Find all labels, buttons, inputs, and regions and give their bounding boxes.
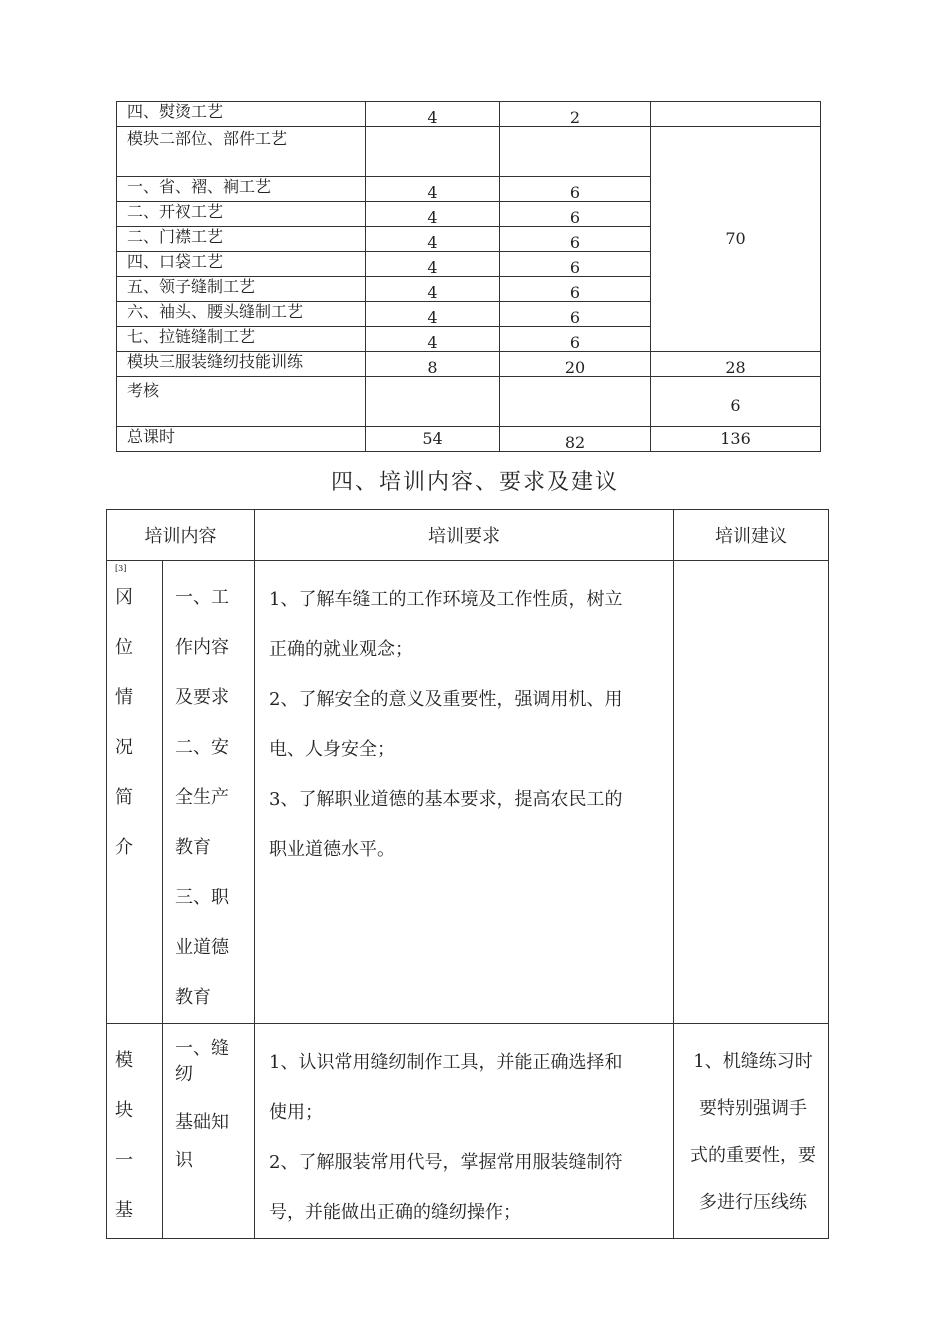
suggestion-line: 要特别强调手: [699, 1098, 807, 1119]
table-row: [117, 102, 821, 127]
table-row: [117, 352, 821, 377]
requirement-line: 正确的就业观念；: [269, 639, 413, 660]
row-name: 四、口袋工艺: [117, 252, 366, 277]
theory-hours: [366, 377, 500, 427]
theory-hours: 4: [427, 333, 438, 352]
practice-hours: 6: [569, 233, 581, 252]
row-name: 模块三服装缝纫技能训练: [117, 352, 366, 377]
subtopic-line: 及要求: [175, 687, 229, 708]
header-row: [107, 510, 829, 561]
subtopic-line: 一、工: [175, 587, 229, 608]
category-char: 模: [115, 1050, 133, 1071]
requirement-line: 电、人身安全；: [269, 739, 395, 760]
requirement-line: 2、了解服装常用代号，掌握常用服装缝制符: [269, 1152, 623, 1173]
requirement-line: 职业道德水平。: [269, 839, 395, 860]
subtopic-cell: [163, 1024, 255, 1239]
row-name: 模块二部位、部件工艺: [117, 127, 366, 177]
category-char: 块: [115, 1100, 133, 1121]
theory-hours: 4: [427, 283, 438, 302]
footnote-mark: [3]: [115, 564, 127, 573]
requirement-cell: [255, 561, 674, 1024]
category-char: 简: [115, 787, 133, 808]
table-row: [117, 127, 821, 177]
theory-hours: 54: [422, 429, 443, 448]
subtopic-line: 三、职: [175, 887, 229, 908]
theory-hours: 4: [427, 183, 438, 202]
requirement-cell: [255, 1024, 674, 1239]
practice-hours: [500, 127, 651, 177]
total-hours: 28: [725, 358, 746, 377]
subtopic-line: 纫: [175, 1064, 193, 1085]
table-row: [117, 377, 821, 427]
subtopic-line: 业道德: [175, 937, 229, 958]
requirement-line: 3、了解职业道德的基本要求，提高农民工的: [269, 789, 623, 810]
module2-total-hours: 70: [651, 127, 821, 352]
row-name: 考核: [117, 377, 366, 427]
row-name: 四、熨烫工艺: [117, 102, 366, 127]
row-name: 五、领子缝制工艺: [117, 277, 366, 302]
practice-hours: 6: [569, 208, 581, 227]
theory-hours: 4: [427, 233, 438, 252]
theory-hours: 4: [427, 308, 438, 327]
header-content: 培训内容: [107, 510, 255, 561]
category-char: 况: [115, 737, 133, 758]
category-char: 冈: [115, 587, 133, 608]
subtopic-line: 全生产: [175, 787, 229, 808]
table-row: [117, 427, 821, 452]
subtopic-line: 二、安: [175, 737, 229, 758]
section-title: 四、培训内容、要求及建议: [330, 470, 619, 495]
suggestion-line: 式的重要性，要: [690, 1145, 816, 1166]
requirement-line: 2、了解安全的意义及重要性，强调用机、用: [269, 689, 623, 710]
practice-hours: [500, 377, 651, 427]
total-hours: 136: [720, 429, 751, 448]
table-row: [107, 561, 829, 1024]
total-hours: 6: [730, 396, 741, 415]
subtopic-line: 基础知: [175, 1112, 229, 1133]
theory-hours: 8: [427, 358, 438, 377]
theory-hours: 4: [427, 208, 438, 227]
suggestion-cell: [674, 1024, 829, 1239]
category-char: 基: [115, 1200, 133, 1221]
subtopic-line: 教育: [175, 837, 211, 858]
row-name: 七、拉链缝制工艺: [117, 327, 366, 352]
practice-hours: 82: [564, 433, 586, 452]
subtopic-line: 教育: [175, 987, 211, 1008]
row-name: 六、袖头、腰头缝制工艺: [117, 302, 366, 327]
subtopic-line: 一、缝: [175, 1038, 229, 1059]
practice-hours: 20: [564, 358, 586, 377]
hours-table: [116, 101, 821, 452]
header-requirement: 培训要求: [255, 510, 674, 561]
practice-hours: 6: [569, 183, 581, 202]
subtopic-line: 作内容: [175, 637, 229, 658]
category-cell: [107, 561, 163, 1024]
theory-hours: 4: [427, 258, 438, 277]
practice-hours: 6: [569, 258, 581, 277]
practice-hours: 6: [569, 283, 581, 302]
requirement-line: 号，并能做出正确的缝纫操作；: [269, 1202, 521, 1223]
theory-hours: [366, 127, 500, 177]
row-name: 总课时: [117, 427, 366, 452]
table-row: [107, 1024, 829, 1239]
row-name: 二、开衩工艺: [117, 202, 366, 227]
subtopic-line: 识: [175, 1150, 193, 1171]
category-char: 位: [115, 637, 133, 658]
suggestion-cell: [674, 561, 829, 1024]
subtopic-cell: [163, 561, 255, 1024]
category-char: 介: [115, 837, 133, 858]
requirement-line: 使用；: [269, 1102, 323, 1123]
category-char: 一: [115, 1150, 133, 1171]
suggestion-line: 多进行压线练: [699, 1192, 807, 1213]
category-char: 情: [115, 687, 133, 708]
theory-hours: 4: [427, 108, 438, 127]
training-table: [106, 509, 829, 1239]
row-name: 二、门襟工艺: [117, 227, 366, 252]
row-name: 一、省、褶、裥工艺: [117, 177, 366, 202]
total-hours-cell: [651, 102, 821, 127]
practice-hours: 6: [569, 308, 581, 327]
header-suggestion: 培训建议: [674, 510, 829, 561]
category-cell: [107, 1024, 163, 1239]
practice-hours: 2: [569, 108, 581, 127]
practice-hours: 6: [569, 333, 581, 352]
requirement-line: 1、认识常用缝纫制作工具，并能正确选择和: [269, 1052, 623, 1073]
suggestion-line: 1、机缝练习时: [693, 1051, 813, 1072]
requirement-line: 1、了解车缝工的工作环境及工作性质，树立: [269, 589, 623, 610]
